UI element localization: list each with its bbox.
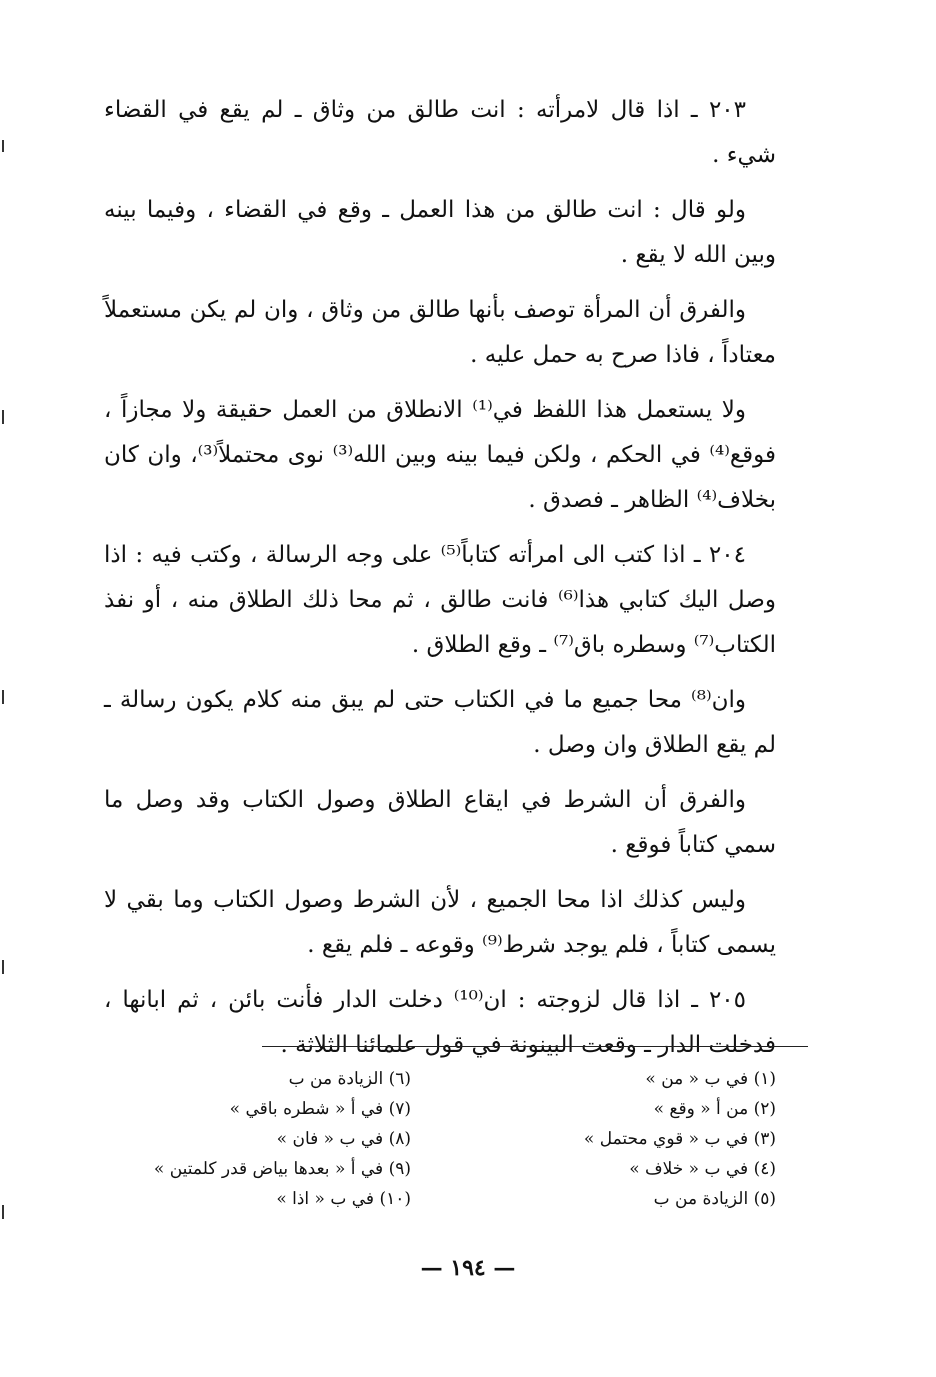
footnotes-right-column [546, 1064, 776, 1214]
paragraph-204: ٢٠٤ ـ اذا كتب الى امرأته كتاباً⁽⁵⁾ على وجه الرسالة ، وكتب فيه : اذا وصل اليك كتابي هذا⁽⁶⁾ فانت طالق ، ثم محا ذلك الطلاق منه ، أو نفذ الكتاب⁽⁷⁾ وسطره باق⁽⁷⁾ ـ وقع الطلاق . [104, 542, 776, 658]
paragraph: ولا يستعمل هذا اللفظ في⁽¹⁾ الانطلاق من العمل حقيقة ولا مجازاً ، فوقع⁽⁴⁾ في الحكم ، ولكن فيما بينه وبين الله⁽³⁾ نوى محتملاً⁽³⁾، وان كان بخلاف⁽⁴⁾ الظاهر ـ فصدق . [104, 397, 777, 513]
paragraph: وان⁽⁸⁾ محا جميع ما في الكتاب حتى لم يبق منه كلام يكون رسالة ـ لم يقع الطلاق وان وصل . [104, 687, 776, 758]
footnote: (٤) في ب « خلاف » [629, 1159, 776, 1179]
footnotes-left-column [91, 1064, 411, 1214]
paragraph: وليس كذلك اذا محا الجميع ، لأن الشرط وصول الكتاب وما بقي لا يسمى كتاباً ، فلم يوجد شرط⁽⁹⁾ وقوعه ـ فلم يقع . [104, 887, 776, 958]
paragraph: والفرق أن المرأة توصف بأنها طالق من وثاق ، وان لم يكن مستعملاً معتاداً ، فاذا صرح به حمل عليه . [104, 297, 776, 368]
scan-edge-mark [2, 960, 4, 974]
footnote: (٦) الزيادة من ب [288, 1069, 411, 1089]
footnote: (١) في ب « من » [645, 1069, 776, 1089]
paragraph-203: ٢٠٣ ـ اذا قال لامرأته : انت طالق من وثاق ـ لم يقع في القضاء شيء . [104, 97, 776, 168]
scan-edge-mark [2, 1205, 4, 1219]
footnote: (٣) في ب « قوي محتمل » [583, 1129, 776, 1149]
footnote-separator [262, 1046, 808, 1047]
footnote: (٧) في أ « شطره باقي » [229, 1099, 411, 1119]
footnote: (٥) الزيادة من ب [653, 1189, 776, 1209]
footnote: (٢) من أ « وقع » [653, 1099, 776, 1119]
footnote: (٨) في ب « فان » [276, 1129, 411, 1149]
footnote: (٩) في أ « بعدها بياض قدر كلمتين » [153, 1159, 411, 1179]
paragraph-205: ٢٠٥ ـ اذا قال لزوجته : ان⁽¹⁰⁾ دخلت الدار فأنت بائن ، ثم ابانها ، فدخلت الدار ـ وقعت البينونة في قول علمائنا الثلاثة . [104, 987, 776, 1058]
scan-edge-mark [2, 690, 4, 704]
footnote: (١٠) في ب « اذا » [276, 1189, 411, 1209]
paragraph: والفرق أن الشرط في ايقاع الطلاق وصول الكتاب وقد وصل ما سمي كتاباً فوقع . [104, 787, 776, 858]
paragraph: ولو قال : انت طالق من هذا العمل ـ وقع في القضاء ، وفيما بينه وبين الله لا يقع . [104, 197, 776, 268]
scan-edge-mark [2, 410, 4, 424]
main-text [104, 88, 776, 1078]
scan-edge-mark [2, 140, 4, 152]
page-number: — ١٩٤ — [420, 1255, 516, 1281]
